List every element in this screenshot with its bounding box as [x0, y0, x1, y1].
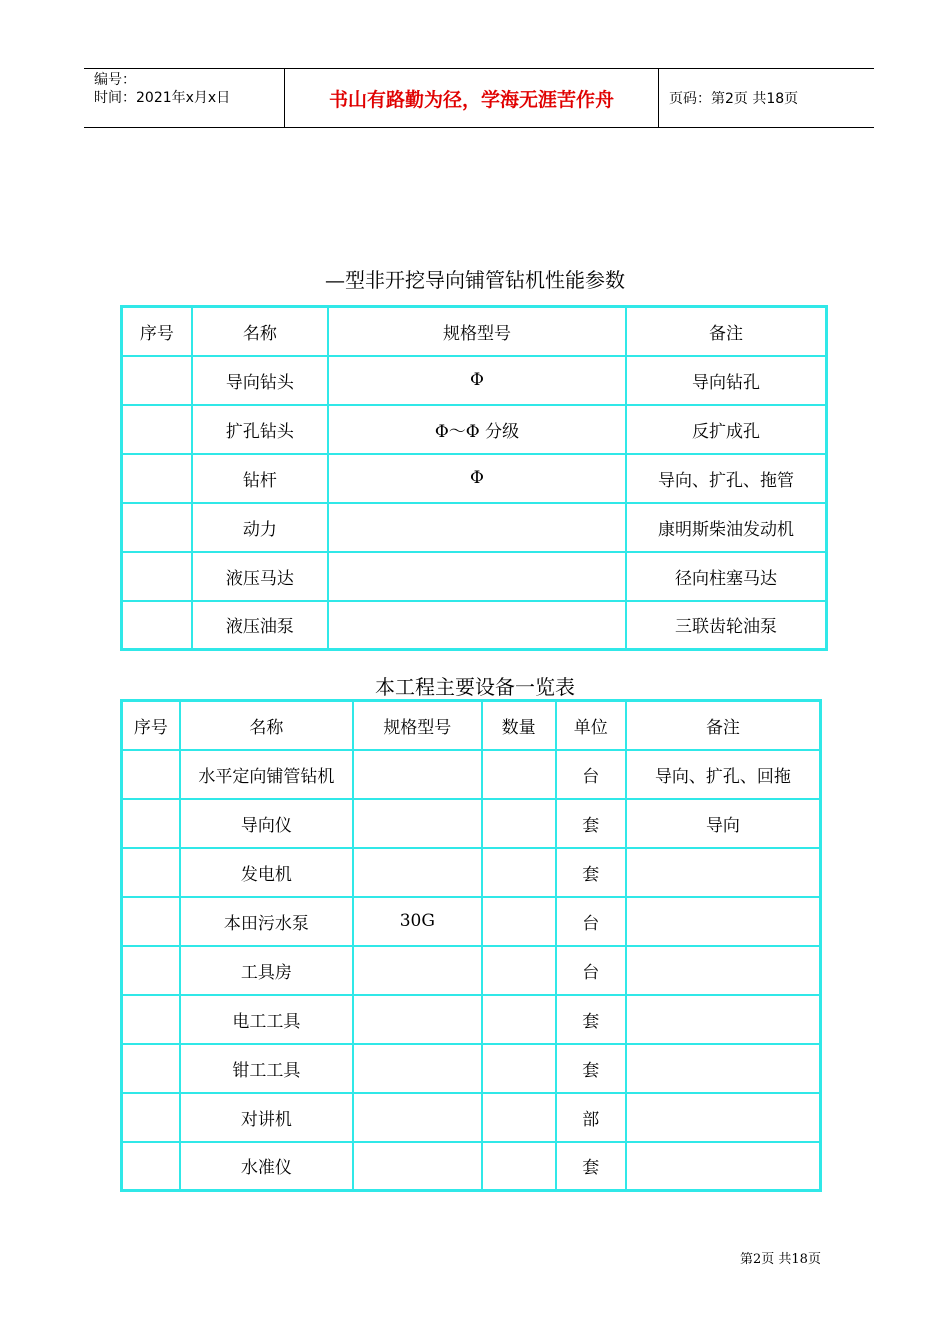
table-header-row	[122, 701, 821, 750]
table-cell: 钻杆	[192, 454, 328, 503]
table-cell	[353, 1093, 481, 1142]
table-cell	[122, 897, 180, 946]
table-row	[122, 601, 827, 650]
table-cell	[122, 848, 180, 897]
table-cell: 导向、扩孔、拖管	[626, 454, 827, 503]
table-cell: 水准仪	[180, 1142, 353, 1191]
table-cell: Φ	[328, 356, 626, 405]
table-row	[122, 454, 827, 503]
table-cell	[122, 799, 180, 848]
table-row	[122, 405, 827, 454]
table-cell: 水平定向铺管钻机	[180, 750, 353, 799]
header-motto: 书山有路勤为径，学海无涯苦作舟	[285, 69, 659, 127]
table2-title: 本工程主要设备一览表	[375, 675, 575, 699]
header-cell: 数量	[482, 701, 556, 750]
table-row	[122, 750, 821, 799]
table-cell: 导向钻孔	[626, 356, 827, 405]
table-row	[122, 1142, 821, 1191]
table-cell: 康明斯柴油发动机	[626, 503, 827, 552]
table-cell	[122, 1142, 180, 1191]
table-cell: 径向柱塞马达	[626, 552, 827, 601]
table-cell	[482, 750, 556, 799]
table-cell	[122, 750, 180, 799]
table-cell: 套	[556, 995, 626, 1044]
table-cell	[353, 1142, 481, 1191]
table-cell: 套	[556, 848, 626, 897]
table-cell	[626, 848, 821, 897]
table-cell	[353, 995, 481, 1044]
table-cell	[626, 1044, 821, 1093]
table-cell	[626, 1142, 821, 1191]
table-cell	[122, 356, 192, 405]
table-cell	[353, 946, 481, 995]
header-cell: 名称	[180, 701, 353, 750]
table-cell	[482, 848, 556, 897]
table-cell: Φ	[328, 454, 626, 503]
table-row	[122, 799, 821, 848]
header-cell: 序号	[122, 701, 180, 750]
table-cell: 套	[556, 1142, 626, 1191]
table-cell	[122, 995, 180, 1044]
header-cell: 备注	[626, 701, 821, 750]
table-cell: 本田污水泵	[180, 897, 353, 946]
table-cell	[328, 601, 626, 650]
table-cell: 台	[556, 750, 626, 799]
table-cell: 液压马达	[192, 552, 328, 601]
header-meta	[84, 69, 285, 127]
table-cell	[482, 897, 556, 946]
performance-table	[120, 305, 828, 651]
table-cell	[122, 946, 180, 995]
table-cell	[122, 405, 192, 454]
table-row	[122, 1093, 821, 1142]
table-cell	[122, 601, 192, 650]
table-row	[122, 1044, 821, 1093]
table-cell: 工具房	[180, 946, 353, 995]
table-cell	[626, 897, 821, 946]
table-cell: 导向仪	[180, 799, 353, 848]
table-cell: 液压油泵	[192, 601, 328, 650]
table-cell: Φ～Φ 分级	[328, 405, 626, 454]
table-cell: 三联齿轮油泵	[626, 601, 827, 650]
number-label: 编号：	[94, 72, 136, 88]
table-cell	[482, 1142, 556, 1191]
table-cell	[353, 848, 481, 897]
table-row	[122, 946, 821, 995]
table-row	[122, 897, 821, 946]
table-cell	[482, 1044, 556, 1093]
header-cell: 备注	[626, 307, 827, 356]
table-cell	[626, 1093, 821, 1142]
table-cell	[328, 503, 626, 552]
table-cell	[482, 1093, 556, 1142]
table-cell: 对讲机	[180, 1093, 353, 1142]
header-cell: 规格型号	[328, 307, 626, 356]
table-cell	[328, 552, 626, 601]
header-page-info: 页码：第2页 共18页	[669, 91, 799, 107]
table-cell: 反扩成孔	[626, 405, 827, 454]
table-row	[122, 995, 821, 1044]
table-cell	[122, 503, 192, 552]
header-cell: 名称	[192, 307, 328, 356]
table-cell: 钳工工具	[180, 1044, 353, 1093]
table-cell: 发电机	[180, 848, 353, 897]
table-cell: 导向、扩孔、回拖	[626, 750, 821, 799]
table1-title: —型非开挖导向铺管钻机性能参数	[325, 268, 625, 292]
table-cell	[122, 454, 192, 503]
page-header	[84, 68, 874, 128]
table-cell	[482, 946, 556, 995]
table-cell: 台	[556, 946, 626, 995]
header-cell: 规格型号	[353, 701, 481, 750]
table-row	[122, 848, 821, 897]
table-cell	[482, 995, 556, 1044]
table-cell	[122, 1044, 180, 1093]
table-cell	[353, 750, 481, 799]
table-cell	[626, 946, 821, 995]
table-cell: 导向	[626, 799, 821, 848]
header-cell: 序号	[122, 307, 192, 356]
time-label: 时间：2021年x月x日	[94, 90, 231, 106]
table-cell: 扩孔钻头	[192, 405, 328, 454]
table-row	[122, 552, 827, 601]
table-cell: 套	[556, 1044, 626, 1093]
table-cell: 动力	[192, 503, 328, 552]
table-cell: 导向钻头	[192, 356, 328, 405]
table-cell	[353, 799, 481, 848]
table-cell: 30G	[353, 897, 481, 946]
page-footer: 第2页 共18页	[740, 1252, 821, 1267]
table-cell	[122, 1093, 180, 1142]
header-cell: 单位	[556, 701, 626, 750]
table-cell	[353, 1044, 481, 1093]
table-cell	[482, 799, 556, 848]
table-cell	[626, 995, 821, 1044]
table-cell	[122, 552, 192, 601]
table-header-row	[122, 307, 827, 356]
table-cell: 套	[556, 799, 626, 848]
table-cell: 台	[556, 897, 626, 946]
table-row	[122, 356, 827, 405]
table-cell: 电工工具	[180, 995, 353, 1044]
table-cell: 部	[556, 1093, 626, 1142]
table-row	[122, 503, 827, 552]
equipment-table	[120, 699, 822, 1192]
